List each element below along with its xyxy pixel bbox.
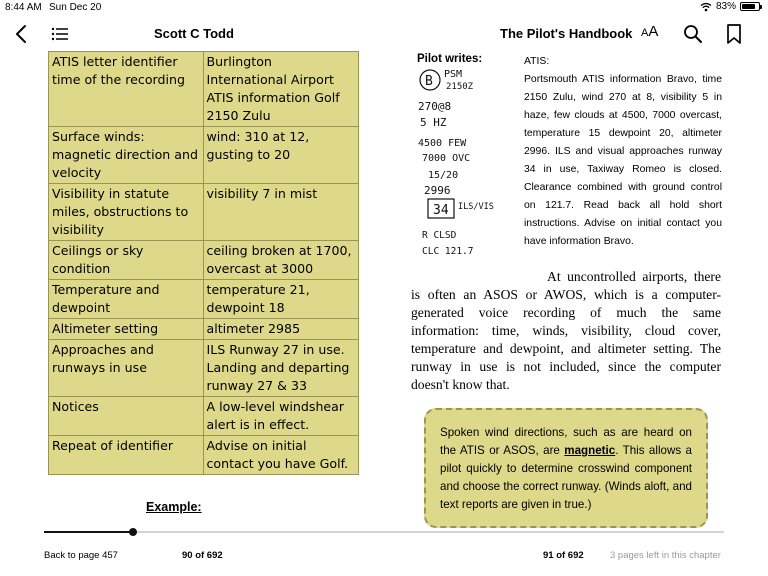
atis-item-cell: Approaches and runways in use: [49, 340, 204, 397]
reader-toolbar: [0, 18, 768, 50]
atis-example-cell: ceiling broken at 1700, overcast at 3000: [203, 241, 359, 280]
atis-item-cell: ATIS letter identifier time of the recording: [49, 52, 204, 127]
hw-letter: B: [425, 74, 433, 89]
table-row: [49, 319, 359, 340]
table-row: [49, 184, 359, 241]
table-row: [49, 127, 359, 184]
atis-item-cell: Temperature and dewpoint: [49, 280, 204, 319]
right-page-number: 91 of 692: [543, 550, 584, 561]
atis-elements-table: [48, 51, 359, 475]
atis-item-cell: Repeat of identifier: [49, 436, 204, 475]
book-author: Scott C Todd: [154, 26, 234, 41]
status-right: [700, 1, 760, 12]
progress-knob[interactable]: [129, 528, 137, 536]
table-row: [49, 280, 359, 319]
back-to-page-link[interactable]: Back to page 457: [44, 550, 118, 561]
callout-text-before: Spoken wind directions, such as are heard on the ATIS or ASOS, are: [440, 426, 692, 457]
bookmark-icon[interactable]: [726, 23, 742, 45]
hw-clearance: CLC 121.7: [422, 246, 474, 257]
hw-visibility: 5 HZ: [420, 116, 447, 129]
table-row: [49, 52, 359, 127]
callout-emphasis: magnetic: [564, 444, 616, 457]
back-chevron-icon[interactable]: [12, 22, 32, 46]
atis-text: Portsmouth ATIS information Bravo, time 2150 Zulu, wind 270 at 8, visibility 5 in haze, few clouds at 4500, 7000 overcast, temperature 15 dewpoint 20, altimeter 2996. ILS and visual approaches runway 34 in use, Taxiway Romeo is closed. Clearance combined with ground control on 121.7. Read back all hold short instructions. Advise on initial contact you have information Bravo.: [524, 74, 722, 247]
hw-approach: ILS/VIS: [458, 202, 494, 212]
table-row: [49, 436, 359, 475]
table-row: [49, 397, 359, 436]
atis-heading: ATIS:: [524, 56, 550, 67]
table-row: [49, 340, 359, 397]
atis-item-cell: Notices: [49, 397, 204, 436]
pilot-writes-label: Pilot writes:: [417, 53, 483, 65]
hw-clouds-1: 4500 FEW: [418, 138, 467, 149]
battery-percent: 83%: [715, 1, 736, 12]
atis-example-cell: visibility 7 in mist: [203, 184, 359, 241]
atis-example-cell: Burlington International Airport ATIS information Golf 2150 Zulu: [203, 52, 359, 127]
hw-altimeter: 2996: [424, 184, 451, 197]
font-size-small-a: A: [641, 27, 649, 39]
status-bar: [0, 0, 768, 16]
reading-progress-slider[interactable]: [44, 531, 724, 533]
atis-transcript: [524, 53, 722, 251]
chapter-pages-remaining: 3 pages left in this chapter: [610, 550, 721, 561]
wifi-icon: [700, 2, 712, 12]
atis-example-cell: wind: 310 at 12, gusting to 20: [203, 127, 359, 184]
hw-runway: 34: [433, 203, 449, 218]
atis-table-body: [49, 52, 359, 475]
book-title: The Pilot's Handbook: [500, 26, 633, 41]
atis-example-cell: ILS Runway 27 in use. Landing and departing runway 27 & 33: [203, 340, 359, 397]
atis-example-cell: Advise on initial contact you have Golf.: [203, 436, 359, 475]
table-of-contents-icon[interactable]: [50, 24, 70, 44]
example-heading: Example:: [146, 500, 202, 514]
atis-example-cell: A low-level windshear alert is in effect.: [203, 397, 359, 436]
atis-item-cell: Surface winds: magnetic direction and velocity: [49, 127, 204, 184]
hw-wind: 270@8: [418, 100, 452, 113]
atis-example-cell: altimeter 2985: [203, 319, 359, 340]
hw-taxiway: R CLSD: [422, 230, 457, 241]
search-icon[interactable]: [683, 24, 703, 44]
atis-example-cell: temperature 21, dewpoint 18: [203, 280, 359, 319]
hw-station: PSM: [444, 69, 463, 80]
font-size-large-a: A: [648, 23, 659, 40]
status-time: 8:44 AM: [5, 2, 42, 13]
reader-footer: [0, 550, 768, 566]
table-row: [49, 241, 359, 280]
handwritten-atis-notes: [414, 66, 519, 262]
atis-item-cell: Ceilings or sky condition: [49, 241, 204, 280]
left-page-number: 90 of 692: [182, 550, 223, 561]
atis-item-cell: Visibility in statute miles, obstructions to visibility: [49, 184, 204, 241]
atis-item-cell: Altimeter setting: [49, 319, 204, 340]
hw-time: 2150Z: [446, 82, 474, 92]
hw-clouds-2: 7000 OVC: [422, 153, 471, 164]
status-date: Sun Dec 20: [49, 2, 102, 13]
callout-text-after: . This allows a pilot quickly to determine crosswind component and choose the correct runway. (Winds aloft, and text reports are given in true.): [440, 444, 693, 511]
body-paragraph: At uncontrolled airports, there is often an ASOS or AWOS, which is a computer-generated voice recording of much the same information: time, winds, visibility, cloud cover, temperature and dewpoint, and altimeter setting. The runway in use is not included, since the computer doesn't know that.: [411, 269, 721, 392]
wind-direction-callout: [424, 408, 708, 528]
battery-level: [742, 4, 755, 9]
battery-icon: [740, 2, 760, 11]
hw-temp-dew: 15/20: [428, 170, 459, 181]
font-size-button[interactable]: [641, 23, 658, 40]
progress-fill: [44, 531, 133, 533]
